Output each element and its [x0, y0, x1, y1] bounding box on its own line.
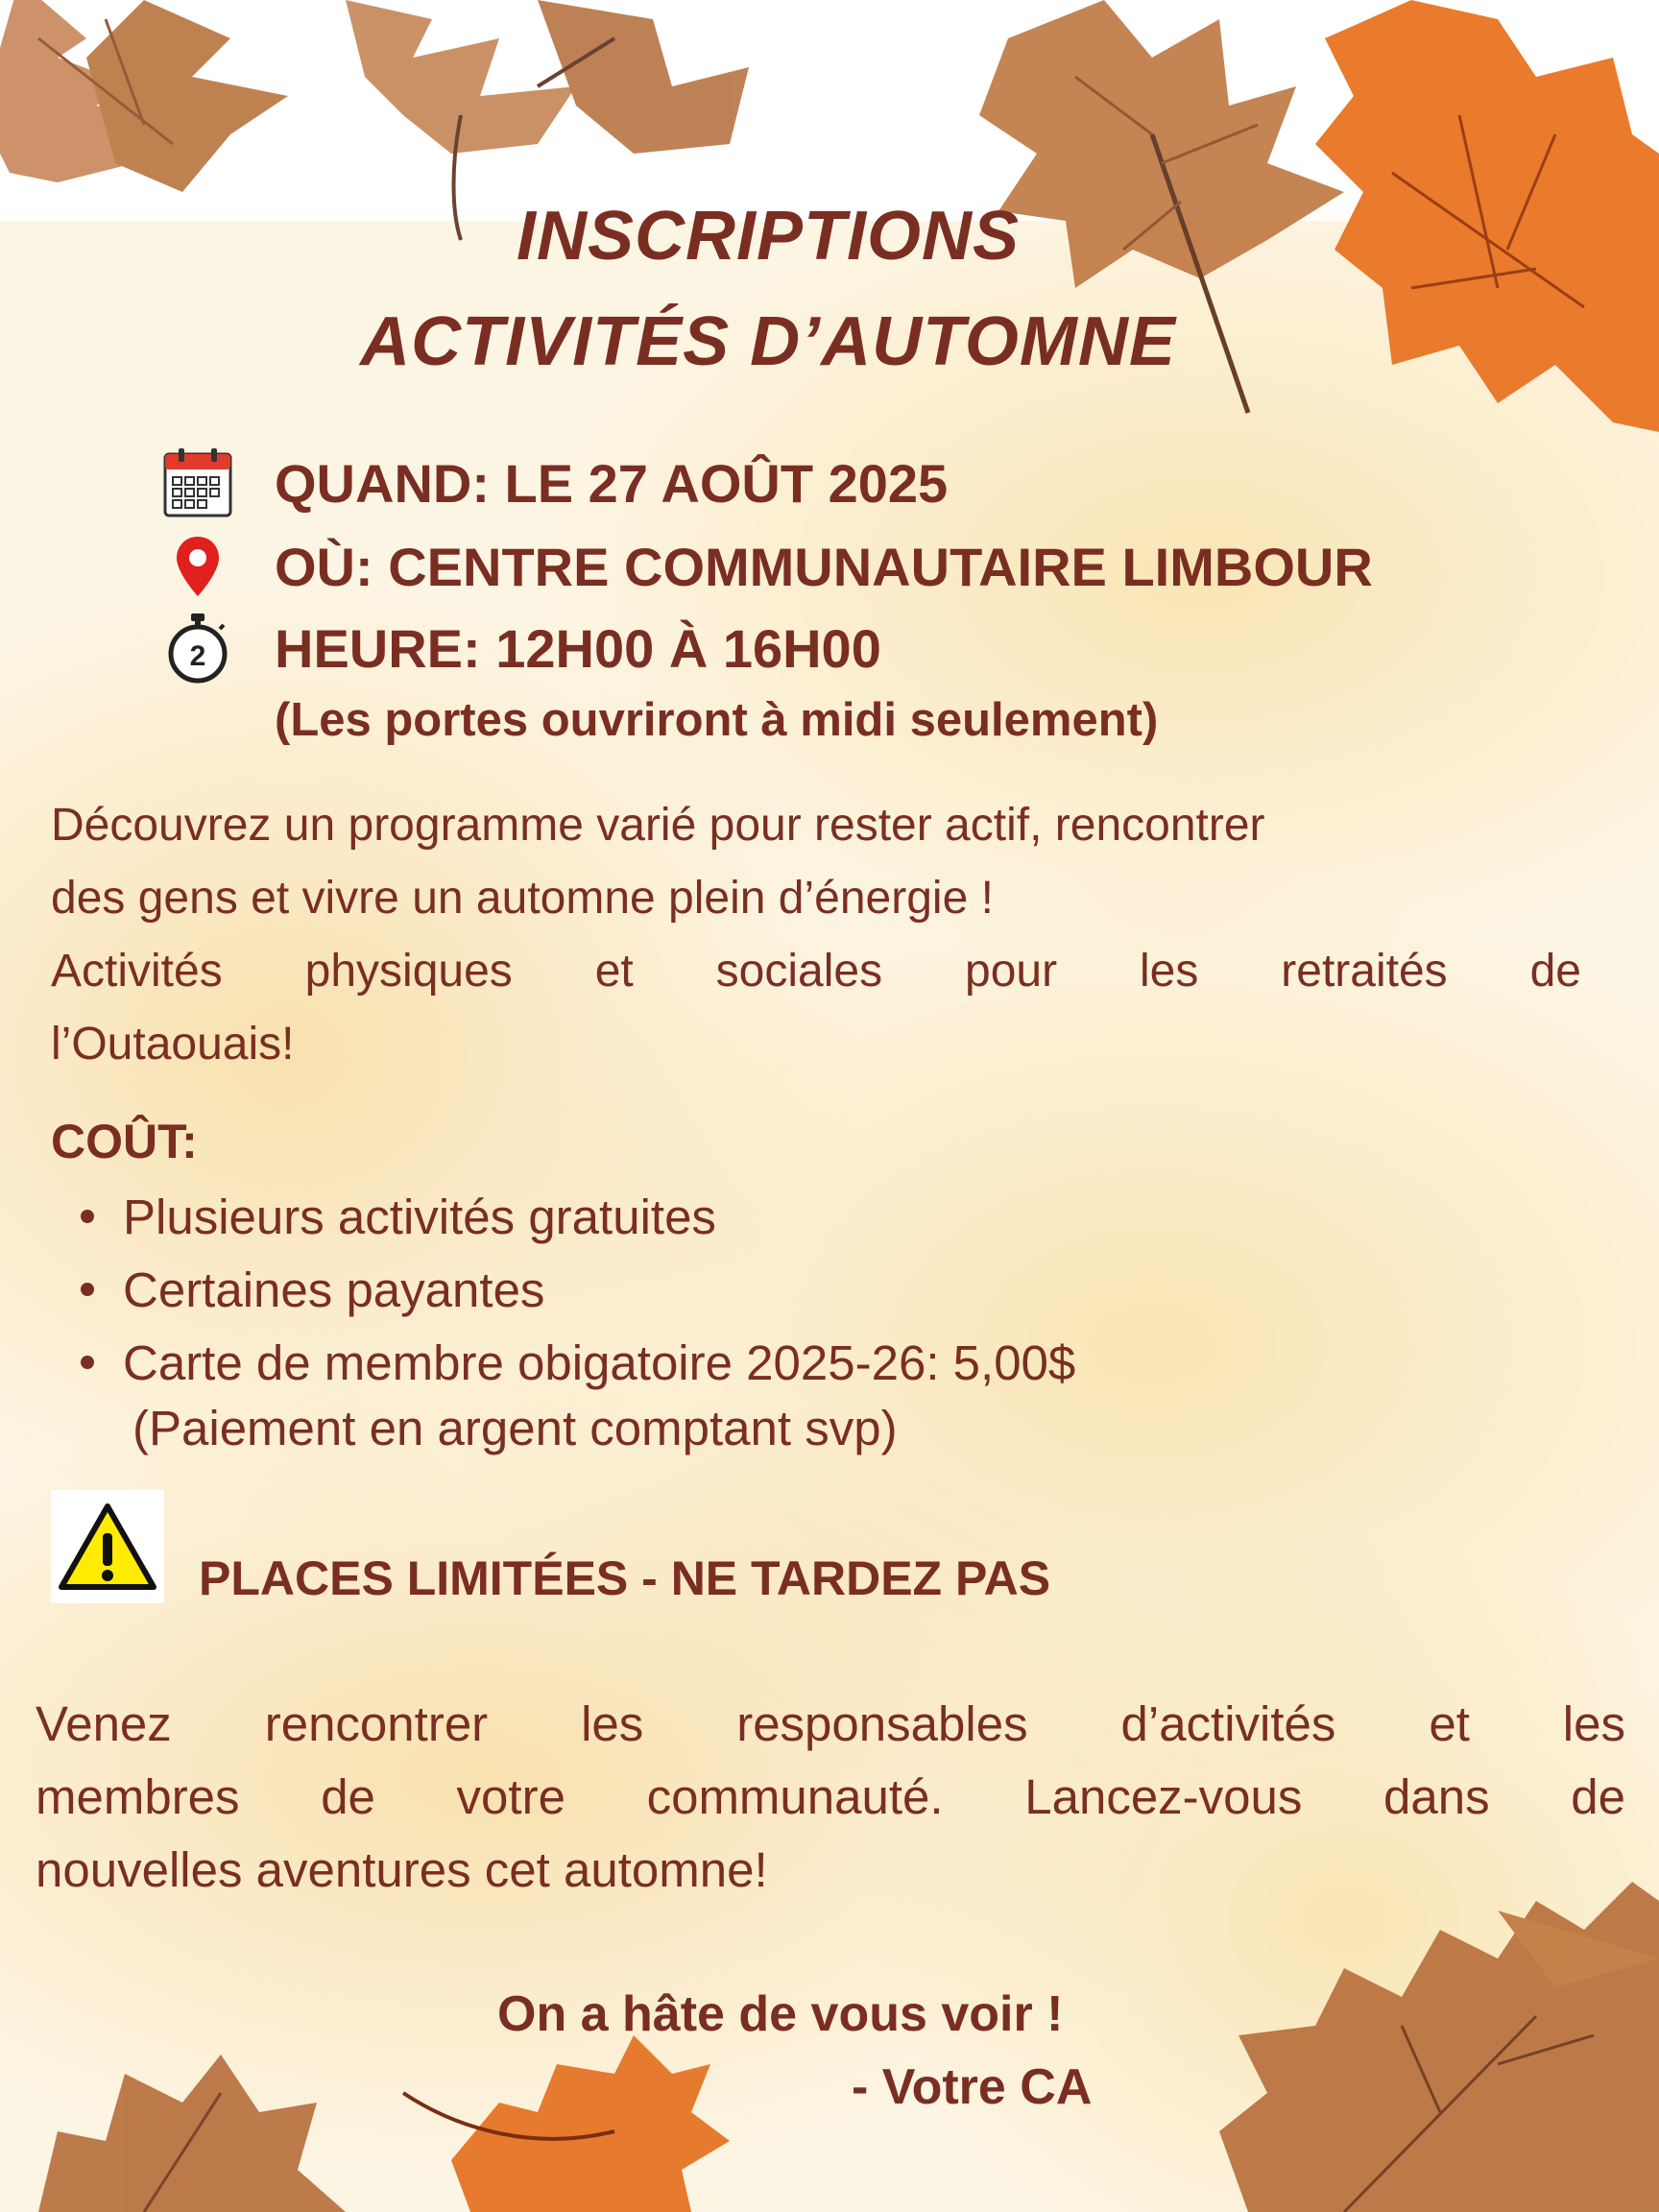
intro-line-3: Activités physiques et sociales pour les retraités de [51, 946, 1581, 997]
limited-places-text: PLACES LIMITÉES - NE TARDEZ PAS [199, 1551, 1051, 1605]
payment-note: (Paiement en argent comptant svp) [132, 1401, 898, 1455]
bullet-icon [81, 1356, 94, 1369]
title-line-1: INSCRIPTIONS [516, 198, 1021, 275]
intro-line-1: Découvrez un programme varié pour rester actif, rencontrer [51, 800, 1265, 851]
location-pin-icon [159, 528, 236, 605]
svg-text:2: 2 [189, 640, 206, 672]
event-time: HEURE: 12H00 À 16H00 [275, 617, 881, 679]
info-row-when [159, 449, 949, 517]
intro-line-2: des gens et vivre un automne plein d’énergie ! [51, 873, 994, 924]
outro-line-2: membres de votre communauté. Lancez-vous dans de [36, 1769, 1625, 1824]
cost-item: Certaines payantes [67, 1254, 1075, 1327]
doors-note: (Les portes ouvriront à midi seulement) [275, 694, 1159, 746]
warning-icon [51, 1490, 164, 1603]
bullet-icon [81, 1283, 94, 1296]
calendar-icon [159, 445, 236, 521]
intro-paragraph [51, 789, 1581, 1081]
bullet-icon [81, 1210, 94, 1223]
signature: - Votre CA [852, 2059, 1093, 2115]
cost-list [67, 1181, 1075, 1400]
outro-line-3: nouvelles aventures cet automne! [36, 1842, 768, 1897]
intro-line-4: l’Outaouais! [51, 1019, 295, 1070]
info-row-where [159, 533, 1373, 600]
outro-line-1: Venez rencontrer les responsables d’activités et les [36, 1696, 1625, 1751]
cost-heading: COÛT: [51, 1115, 198, 1168]
cost-item: Plusieurs activités gratuites [67, 1181, 1075, 1254]
closing-line: On a hâte de vous voir ! [497, 1986, 1064, 2042]
cost-item: Carte de membre obigatoire 2025-26: 5,00$ [67, 1327, 1075, 1400]
info-row-time [159, 614, 881, 682]
event-location: OÙ: CENTRE COMMUNAUTAIRE LIMBOUR [275, 536, 1373, 597]
outro-paragraph [36, 1688, 1625, 1907]
stopwatch-icon [159, 610, 236, 686]
title-line-2: ACTIVITÉS D’AUTOMNE [360, 303, 1176, 380]
event-date: QUAND: LE 27 AOÛT 2025 [275, 452, 949, 514]
